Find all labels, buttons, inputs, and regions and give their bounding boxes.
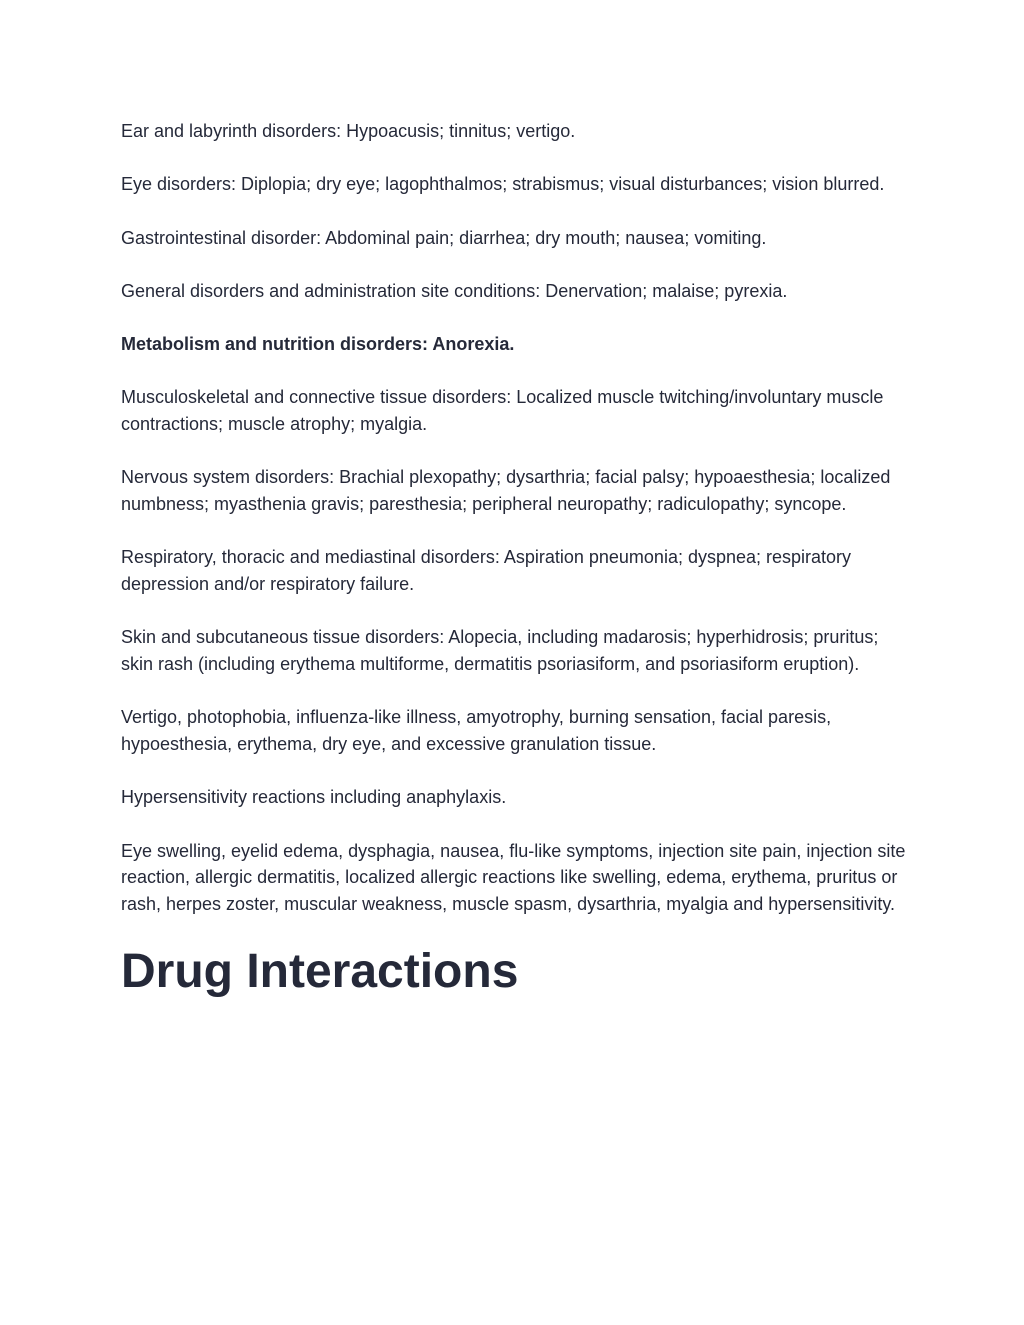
paragraph-hypersensitivity: Hypersensitivity reactions including anaphylaxis. [121, 787, 507, 808]
section-heading: Drug Interactions [121, 945, 519, 999]
paragraph-respiratory: Respiratory, thoracic and mediastinal disorders: Aspiration pneumonia; dyspnea; respiratory depression and/or respiratory failure. [121, 547, 852, 595]
paragraph-eye-swelling-list: Eye swelling, eyelid edema, dysphagia, nausea, flu-like symptoms, injection site pain, injection site reaction, allergic dermatitis, localized allergic reactions like swelling, edema, erythema, pruritus or rash, herpes zoster, muscular weakness, muscle spasm, dysarthria, myalgia and hypersensitivity. [121, 840, 906, 915]
paragraph-gastrointestinal: Gastrointestinal disorder: Abdominal pain; diarrhea; dry mouth; nausea; vomiting. [121, 227, 767, 248]
paragraph-nervous-system: Nervous system disorders: Brachial plexopathy; dysarthria; facial palsy; hypoaesthesia; localized numbness; myasthenia gravis; paresthesia; peripheral neuropathy; radiculopathy; syncope. [121, 467, 891, 515]
paragraph-eye-disorders: Eye disorders: Diplopia; dry eye; lagophthalmos; strabismus; visual disturbances; vision blurred. [121, 174, 885, 195]
document-body [121, 118, 911, 1000]
paragraph-metabolism-nutrition: Metabolism and nutrition disorders: Anorexia. [121, 334, 515, 355]
paragraph-vertigo-list: Vertigo, photophobia, influenza-like illness, amyotrophy, burning sensation, facial paresis, hypoesthesia, erythema, dry eye, and excessive granulation tissue. [121, 707, 832, 755]
paragraph-musculoskeletal: Musculoskeletal and connective tissue disorders: Localized muscle twitching/involuntary muscle contractions; muscle atrophy; myalgia. [121, 387, 884, 435]
paragraph-ear-labyrinth: Ear and labyrinth disorders: Hypoacusis; tinnitus; vertigo. [121, 121, 576, 141]
paragraph-general-disorders: General disorders and administration site conditions: Denervation; malaise; pyrexia. [121, 280, 788, 301]
paragraph-skin-subcutaneous: Skin and subcutaneous tissue disorders: Alopecia, including madarosis; hyperhidrosis; pruritus; skin rash (including erythema multiforme, dermatitis psoriasiform, and psoriasiform eruption). [121, 627, 879, 675]
